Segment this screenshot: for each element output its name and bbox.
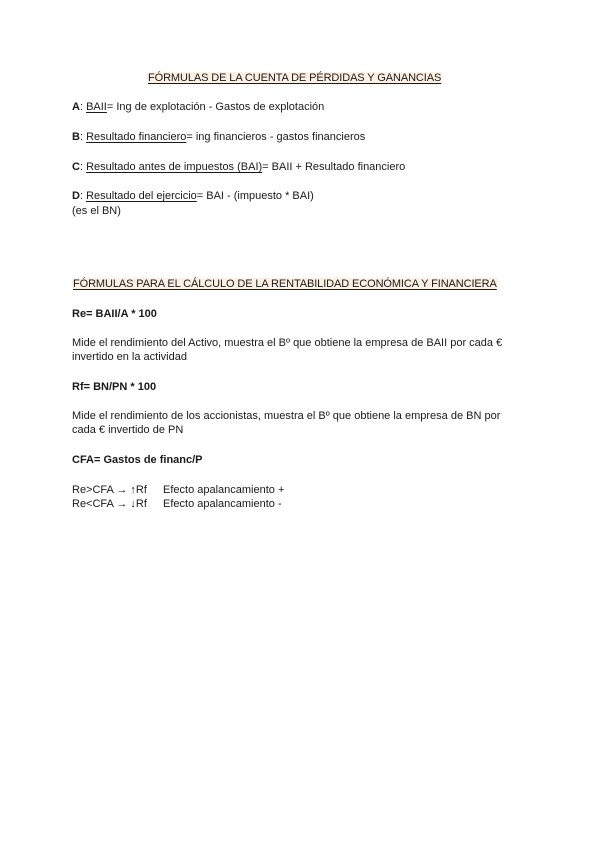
formula-b [72, 131, 365, 144]
formula-a-term: BAII [86, 101, 107, 113]
formula-a-rest: = Ing de explotación - Gastos de explotación [106, 101, 325, 113]
formula-b-letter: B [72, 131, 80, 143]
formula-d [72, 190, 314, 203]
formula-c-sep: : [79, 161, 87, 173]
formula-b-rest: = ing financieros - gastos financieros [186, 131, 366, 143]
effect-label: Efecto apalancamiento + [163, 484, 285, 496]
formula-a-letter: A [72, 101, 80, 113]
effect-condition: Re>CFA → ↑Rf [72, 484, 147, 496]
formula-c-term: Resultado antes de impuestos (BAI) [86, 161, 263, 173]
formula-d-term: Resultado del ejercicio [86, 190, 197, 202]
formula-d-letter: D [72, 190, 80, 202]
formula-d-sep: : [79, 190, 87, 202]
formula-d-rest: = BAI - (impuesto * BAI) [196, 190, 314, 202]
formula-b-sep: : [79, 131, 87, 143]
formula-c-letter: C [72, 161, 80, 173]
re-description: Mide el rendimiento del Activo, muestra el Bº que obtiene la empresa de BAII por cada € invertido en la actividad [72, 337, 503, 363]
rf-formula: Rf= BN/PN * 100 [72, 381, 157, 393]
formula-a-sep: : [79, 101, 87, 113]
formula-b-term: Resultado financiero [86, 131, 187, 143]
effect-row [72, 498, 282, 511]
effect-row [72, 484, 285, 497]
formula-d-note: (es el BN) [72, 205, 121, 217]
section1-title-line [147, 72, 442, 85]
effect-condition: Re<CFA → ↓Rf [72, 498, 147, 510]
re-formula: Re= BAII/A * 100 [72, 308, 157, 320]
effect-label: Efecto apalancamiento - [163, 498, 282, 510]
formula-c [72, 161, 405, 174]
section1-title: FÓRMULAS DE LA CUENTA DE PÉRDIDAS Y GANANCIAS [148, 72, 442, 84]
formula-c-rest: = BAII + Resultado financiero [262, 161, 406, 173]
section2-title-line [72, 278, 498, 291]
formula-a [72, 101, 324, 114]
rf-description: Mide el rendimiento de los accionistas, muestra el Bº que obtiene la empresa de BN por cada € invertido de PN [72, 410, 501, 436]
section2-title: FÓRMULAS PARA EL CÁLCULO DE LA RENTABILIDAD ECONÓMICA Y FINANCIERA [73, 278, 497, 290]
cfa-formula: CFA= Gastos de financ/P [72, 454, 203, 466]
